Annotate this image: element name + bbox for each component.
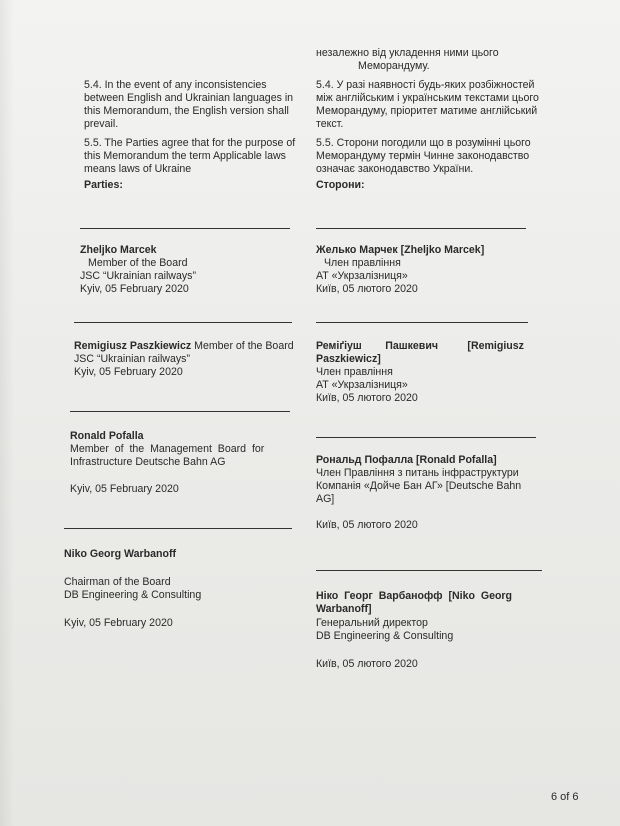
clause-5-4-en-line3: this Memorandum, the English version shall	[84, 105, 289, 117]
signatory-name-uk-line1: Реміґіуш Пашкевич [Remigiusz	[316, 340, 524, 352]
signature-line	[316, 228, 526, 229]
signatory-title-en: Member of the Board	[88, 257, 188, 269]
signatory-date-uk: Київ, 05 лютого 2020	[316, 392, 418, 404]
clause-5-5-en-line2: this Memorandum the term Applicable laws	[84, 150, 286, 162]
parties-heading-uk: Сторони:	[316, 179, 365, 191]
signatory-date-en: Kyiv, 05 February 2020	[80, 283, 189, 295]
clause-5-4-uk-line2: між англійським і українським текстами цього	[316, 92, 539, 104]
signature-line	[316, 570, 542, 571]
signature-line	[64, 528, 292, 529]
signatory-company-en: JSC “Ukrainian railways”	[80, 270, 196, 282]
signatory-name-uk-line2: Warbanoff]	[316, 603, 372, 615]
signatory-name-en: Zheljko Marcek	[80, 244, 157, 256]
signatory-company-uk: DB Engineering & Consulting	[316, 630, 454, 642]
signatory-title-en: Chairman of the Board	[64, 576, 171, 588]
clause-5-4-uk-line3: Меморандуму, пріоритет матиме англійський	[316, 105, 538, 117]
signatory-name-en: Niko Georg Warbanoff	[64, 548, 177, 560]
clause-5-4-uk-line1: 5.4. У разі наявності будь-яких розбіжностей	[316, 79, 535, 91]
clause-5-5-en-line1: 5.5. The Parties agree that for the purpose of	[84, 137, 296, 149]
signatory-title-uk: Член правління	[324, 257, 401, 269]
parties-heading-en: Parties:	[84, 179, 123, 191]
signatory-company-en: Infrastructure Deutsche Bahn AG	[70, 456, 226, 468]
signatory-company-uk: Компанія «Дойче Бан АГ» [Deutsche Bahn	[316, 480, 522, 492]
signatory-title-uk: Член Правління з питань інфраструктури	[316, 467, 519, 479]
signatory-date-en: Kyiv, 05 February 2020	[64, 617, 173, 629]
signatory-company-en: DB Engineering & Consulting	[64, 589, 202, 601]
signatory-title-en: Member of the Management Board for	[70, 443, 265, 455]
signature-line	[74, 322, 292, 323]
signatory-title-uk: Член правління	[316, 366, 393, 378]
signatory-date-uk: Київ, 05 лютого 2020	[316, 283, 418, 295]
signatory-name-en	[74, 340, 294, 353]
signatory-title-uk: Генеральний директор	[316, 617, 428, 629]
clause-5-5-en-line3: means laws of Ukraine	[84, 163, 192, 175]
signatory-company-en: JSC “Ukrainian railways”	[74, 353, 190, 365]
page-number: 6 of 6	[551, 791, 579, 803]
signatory-name-uk: Желько Марчек [Zheljko Marcek]	[316, 244, 485, 256]
signatory-date-en: Kyiv, 05 February 2020	[70, 483, 179, 495]
signatory-company-uk: АТ «Укрзалізниця»	[316, 270, 408, 282]
clause-5-4-uk-line4: текст.	[316, 118, 344, 130]
signature-line	[70, 411, 290, 412]
signatory-date-uk: Київ, 05 лютого 2020	[316, 658, 418, 670]
clause-5-5-uk-line2: Меморандуму термін Чинне законодавство	[316, 150, 530, 162]
uk-continuation-line2: Меморандуму.	[358, 60, 430, 72]
uk-continuation-line1: незалежно від укладення ними цього	[316, 47, 499, 59]
clause-5-4-en-line2: between English and Ukrainian languages in	[84, 92, 294, 104]
signatory-name-uk: Рональд Пофалла [Ronald Pofalla]	[316, 454, 497, 466]
signatory-date-en: Kyiv, 05 February 2020	[74, 366, 183, 378]
signature-line	[316, 437, 536, 438]
signature-line	[316, 322, 528, 323]
signatory-company-uk-cont: AG]	[316, 493, 335, 505]
page-edge-shadow	[0, 0, 14, 826]
clause-5-4-en-line4: prevail.	[84, 118, 119, 130]
signatory-name-uk-line2: Paszkiewicz]	[316, 353, 381, 365]
clause-5-5-uk-line3: означає законодавство України.	[316, 163, 474, 175]
signatory-company-uk: АТ «Укрзалізниця»	[316, 379, 408, 391]
signatory-title-inline: Member of the Board	[191, 340, 294, 352]
signatory-date-uk: Київ, 05 лютого 2020	[316, 519, 418, 531]
clause-5-5-uk-line1: 5.5. Сторони погодили що в розумінні цього	[316, 137, 531, 149]
signature-line	[80, 228, 290, 229]
clause-5-4-en-line1: 5.4. In the event of any inconsistencies	[84, 79, 267, 91]
signatory-name-uk-line1: Ніко Георг Варбанофф [Niko Georg	[316, 590, 513, 602]
signatory-name-en: Ronald Pofalla	[70, 430, 144, 442]
signatory-name-bold: Remigiusz Paszkiewicz	[74, 340, 192, 352]
